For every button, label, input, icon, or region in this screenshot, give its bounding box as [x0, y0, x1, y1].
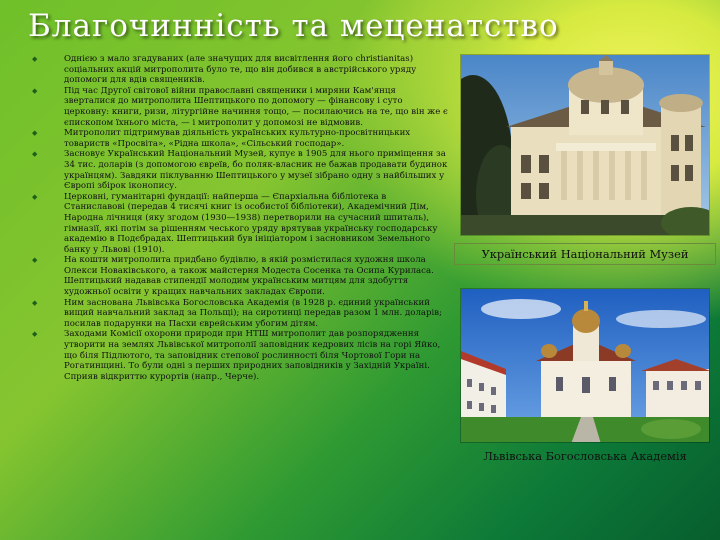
bullet-item: ◆ Ним заснована Львівська Богословська Академія (в 1928 р. єдиний український вищий навчальний заклад за Польщі); на сиротинці передав разом 1 млн. доларів; посилав подарунки на Пасхи єврейським убогим дітям. [6, 298, 448, 330]
slide-title: Благочинність та меценатство [28, 8, 559, 44]
museum-caption: Український Національний Музей [454, 243, 716, 265]
bullet-item: ◆ Однією з мало згадуваних (але значущих для висвітлення його christianitas) соціальних акцій митрополита було те, що він добився в австрійського уряду допомоги для вдів священиків. [6, 54, 448, 86]
academy-caption: Львівська Богословська Академія [483, 449, 687, 463]
bullet-item: ◆ Засновує Український Національний Музей, купує в 1905 для нього приміщення за 34 тис. доларів (з допомогою євреїв, бо поляк-власник не бажав продавати будинок українцям). Завдяки піклуванню Шептицького у музеї зібрано одну з найбільших у Європі збірок іконопису. [6, 149, 448, 191]
bullet-item: ◆ Митрополит підтримував діяльність українських культурно-просвітницьких товариств «Просвіта», «Рідна школа», «Сільський господар». [6, 128, 448, 149]
academy-photo [460, 288, 710, 443]
bullet-item: ◆ Церковні, гуманітарні фундації: найперша — Єпархіальна бібліотека в Станиславові (передав 4 тисячі книг із особистої бібліотеки), Академічний Дім, Народна лічниця (яку згодом (1930—1938) перетворили на сучасний шпиталь), гімназії, які потім за рішенням чеського уряду врятував українську господарську академію в Подєбрадах. Шептицький був ініціатором і засновником Земельного банку у Львові (1910). [6, 192, 448, 256]
bullet-list [6, 54, 448, 382]
bullet-item: ◆ На кошти митрополита придбано будівлю, в якій розмістилася художня школа Олекси Новаківського, а також майстерня Модеста Сосенка та Осипа Куриласа. Шептицький надавав стипендії молодим українським митцям для здобуття художньої освіти у кращих навчальних закладах Європи. [6, 255, 448, 297]
bullet-item: ◆ Заходами Комісії охорони природи при НТШ митрополит дав розпорядження утворити на землях Львівської митрополії заповідник кедрових лісів на горі Яйко, що біля Підлютого, та заповідник степової рослинності біля Чортової Гори на Рогатинщині. То були одні з перших природних заповідників у Західній Україні. Сприяв відкриттю курортів (напр., Черче). [6, 329, 448, 382]
museum-photo [460, 54, 710, 236]
bullet-item: ◆ Під час Другої світової війни православні священики і миряни Кам'янця зверталися до митрополита Шептицького по допомогу — фінансову і суто церковну: книги, ризи, літургійне начиння тощо, — посилаючись на те, що він же є єпископом їхнього міста, — і митрополит у допомозі не відмовив. [6, 86, 448, 128]
